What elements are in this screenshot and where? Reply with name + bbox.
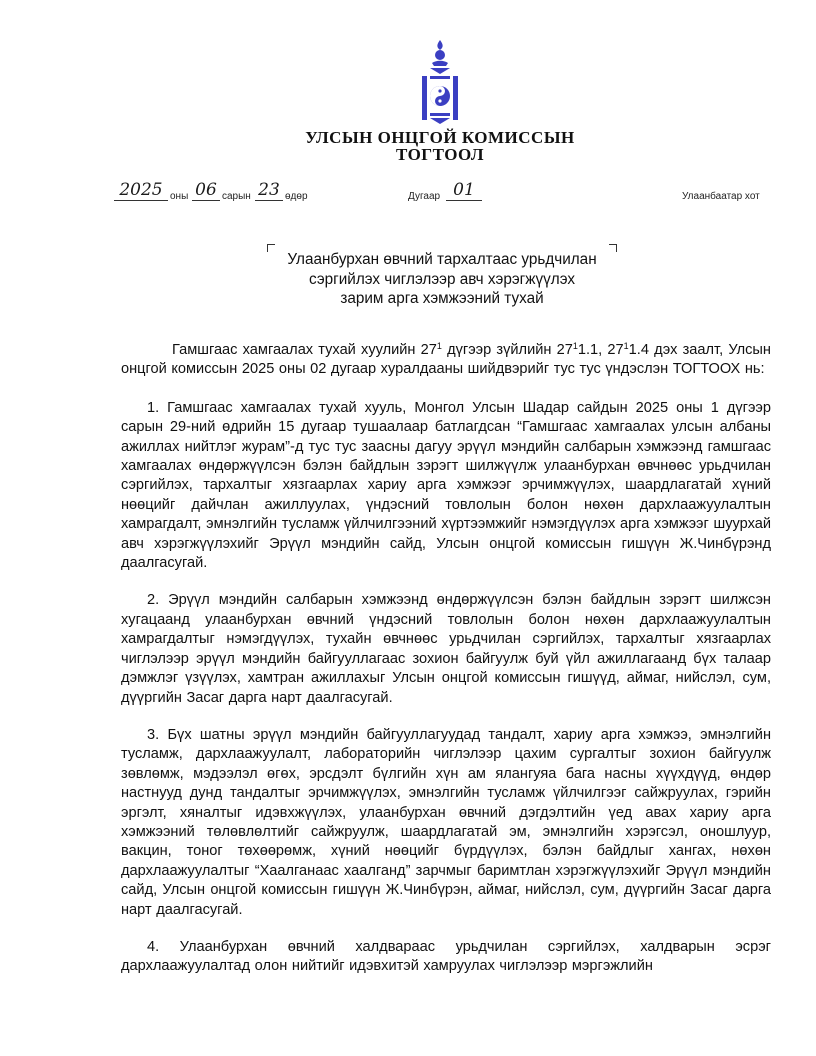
document-type: ТОГТООЛ <box>395 145 485 164</box>
number-label: Дугаар <box>408 191 441 202</box>
date-month-suffix: сарын <box>222 191 251 202</box>
document-title <box>267 244 617 309</box>
date-year-suffix: оны <box>170 191 189 202</box>
title-line-3: зарим арга хэмжээний тухай <box>340 290 544 307</box>
title-bracket-left <box>267 244 275 252</box>
soyombo-emblem-icon <box>416 38 464 126</box>
date-year: 2025 <box>114 180 168 201</box>
title-line-2: сэргийлэх чиглэлээр авч хэрэгжүүлэх <box>309 270 575 288</box>
resolution-item-3: 3. Бүх шатны эрүүл мэндийн байгууллагуудад тандалт, хариу арга хэмжээ, эмнэлгийн тусламж, дархлаажуулалт, лабораторийн чиглэлээр цахим сургалтыг зохион байгуулж зөвлөмж, мэдээлэл өгөх, эрсдэлт бүлгийн хүн ам ялангуяа бага насны хүүхдүүд, өндөр настнууд дунд тандалтыг эрчимжүүлэх, эмнэлгийн тусламж үйлчилгээг сайжруулах, гэрийн эргэлт, хяналтыг идэвхжүүлэх, улаанбурхан өвчний дэгдэлтийн үед авах хариу арга хэмжээний төлөвлөлтийг сайжруулж, шаардлагатай эм, эмнэлгийн хэрэгсэл, оношлуур, вакцин, тоног төхөөрөмж, хүний нөөцийг бүрдүүлэх, бэлэн байдлыг хангах, нөхөн дархлаажуулалтыг “Хаалганаас хаалганд” зарчмыг баримтлан хэрэгжүүлэхийг Эрүүл мэндийн сайд, Улсын онцгой комиссын гишүүн Ж.Чинбүрэн, аймаг, нийслэл, сум, дүүргийн Засаг дарга нарт даалгасугай. <box>121 726 771 918</box>
resolution-item-1: 1. Гамшгаас хамгаалах тухай хууль, Монгол Улсын Шадар сайдын 2025 оны 1 дүгээр сарын 29-ний өдрийн 15 дугаар тушаалаар батлагдсан “Гамшгаас хамгаалах улсын албаны ажиллах нийтлэг журам”-д тус тус заасны дагуу эрүүл мэндийн салбарын хэмжээнд гамшгаас хамгаалах өндөржүүлсэн бэлэн байдлын зэрэгт шилжүүлж улаанбурхан өвчнөөс урьдчилан сэргийлэх, тархалтыг хязгаарлах хариу арга хэмжээг эрчимжүүлэх, шаардлагатай хүний нөөцийг дайчлан ажиллуулах, үндэсний товлолын болон нөхөн дархлаажуулалтын хамрагдалт, эмнэлгийн тусламж үйлчилгээний хүртээмжийг нэмэгдүүлэх арга хэмжээг шуурхай авч хэрэгжүүлэхийг Эрүүл мэндийн сайд, Улсын онцгой комиссын гишүүн Ж.Чинбүрэнд даалгасугай. <box>121 399 771 572</box>
issuer-title: УЛСЫН ОНЦГОЙ КОМИССЫН <box>305 128 575 147</box>
date-day: 23 <box>255 180 283 201</box>
resolution-item-4: 4. Улаанбурхан өвчний халдвараас урьдчилан сэргийлэх, халдварын эсрэг дархлаажуулалтад олон нийтийг идэвхитэй хамруулах чиглэлээр мэргэжлийн <box>121 938 771 975</box>
document-meta-row <box>0 180 816 206</box>
title-line-1: Улаанбурхан өвчний тархалтаас урьдчилан <box>287 251 597 268</box>
resolution-item-2: 2. Эрүүл мэндийн салбарын хэмжээнд өндөржүүлсэн бэлэн байдлын зэрэгт шилжсэн хугацаанд улаанбурхан өвчний үндэсний товлолын болон нөхөн дархлаажуулалтын хамрагдалтыг нэмэгдүүлэх, тухайн өвчнөөс урьдчилан сэргийлэх, тархалтыг хязгаарлах чиглэлээр эрүүл мэндийн байгууллагаас зохион байгуулж буй үйл ажиллагаанд бүх талаар дэмжлэг үзүүлэх, хамтран ажиллахыг Улсын онцгой комиссын гишүүд, аймаг, нийслэл, сум, дүүргийн Засаг дарга нарт даалгасугай. <box>121 592 771 706</box>
document-number: 01 <box>446 180 482 201</box>
date-month: 06 <box>192 180 220 201</box>
date-day-suffix: өдөр <box>285 191 308 202</box>
document-place: Улаанбаатар хот <box>682 191 760 202</box>
title-bracket-right <box>609 244 617 252</box>
document-body <box>121 341 771 995</box>
preamble-paragraph: Гамшгаас хамгаалах тухай хуулийн $27^1$ дүгээр зүйлийн $27^11.1$, $27^11.4$ дэх заалт, Улсын онцгой комиссын 2025 оны 02 дугаар хуралдааны шийдвэрийг тус тус үндэслэн ТОГТООХ нь: <box>121 341 771 378</box>
